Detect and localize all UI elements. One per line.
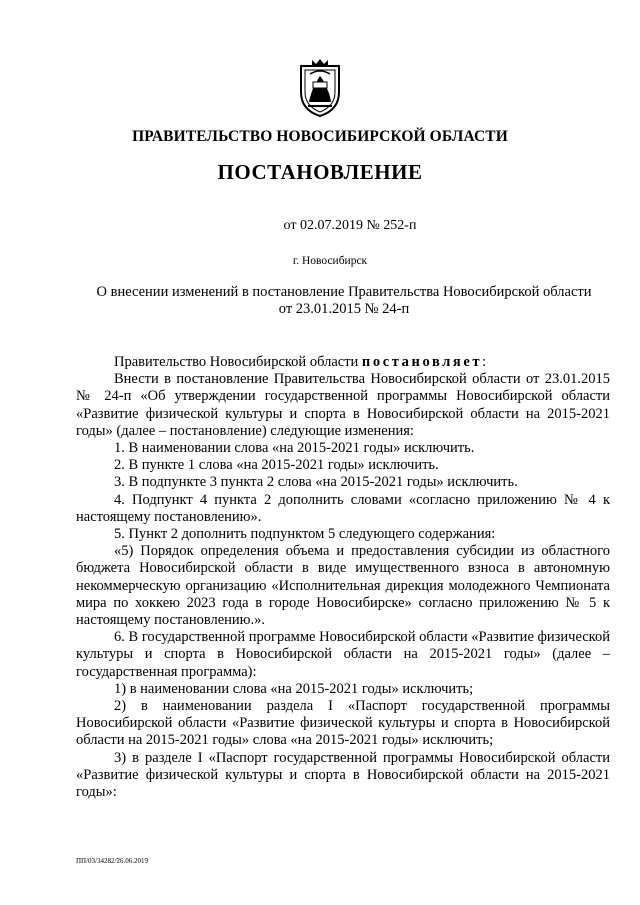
body-paragraph: 3. В подпункте 3 пункта 2 слова «на 2015-2021 годы» исключить. — [114, 474, 518, 491]
body-paragraph: 5. Пункт 2 дополнить подпунктом 5 следующего содержания: — [114, 526, 496, 543]
document-footer-code: ПП/03/34282/26.06.2019 — [76, 857, 148, 865]
body-paragraph: 4. Подпункт 4 пункта 2 дополнить словами «согласно приложению № 4 к настоящему постановлению». — [76, 491, 610, 525]
body-paragraph: 6. В государственной программе Новосибирской области «Развитие физической культуры и спорта в Новосибирской области на 2015-2021 годы» (далее – государственная программа): — [76, 629, 610, 680]
body-paragraph: «5) Порядок определения объема и предоставления субсидии из областного бюджета Новосибирской области в виде имущественного взноса в автономную некоммерческую организацию «Исполнительная дирекция молодежного Чемпионата мира по хоккею 2023 года в городе Новосибирске» согласно приложению № 5 к настоящему постановлению.». — [76, 543, 610, 629]
body-paragraph: Внести в постановление Правительства Новосибирской области от 23.01.2015 № 24-п «Об утверждении государственной программы Новосибирской области «Развитие физической культуры и спорта в Новосибирской области на 2015-2021 годы» (далее – постановление) следующие изменения: — [76, 371, 610, 439]
coat-of-arms-icon — [298, 58, 342, 118]
body-paragraph: 2) в наименовании раздела I «Паспорт государственной программы Новосибирской области «Развитие физической культуры и спорта в Новосибирской области на 2015-2021 годы» слова «на 2015-2021 годы» исключить; — [76, 698, 610, 749]
document-body — [76, 354, 610, 801]
body-paragraph: 3) в разделе I «Паспорт государственной программы Новосибирской области «Развитие физической культуры и спорта в Новосибирской области на 2015-2021 годы»: — [76, 749, 610, 801]
subject-line: от 23.01.2015 № 24-п — [278, 301, 410, 317]
subject-line: О внесении изменений в постановление Правительства Новосибирской области — [96, 284, 592, 300]
preamble-paragraph — [76, 354, 610, 371]
body-paragraph: 1. В наименовании слова «на 2015-2021 годы» исключить. — [114, 440, 475, 457]
body-paragraph: 1) в наименовании слова «на 2015-2021 годы» исключить; — [114, 680, 474, 697]
preamble-end: : — [482, 354, 487, 370]
document-date-number: от 02.07.2019 № 252-п — [283, 218, 417, 233]
document-city: г. Новосибирск — [292, 255, 368, 267]
preamble-emphasis: постановляет — [361, 354, 483, 370]
body-paragraph: 2. В пункте 1 слова «на 2015-2021 годы» исключить. — [114, 457, 439, 474]
document-subject — [64, 284, 624, 318]
organization-name: ПРАВИТЕЛЬСТВО НОВОСИБИРСКОЙ ОБЛАСТИ — [132, 128, 508, 145]
preamble-text: Правительство Новосибирской области — [114, 354, 362, 370]
document-type: ПОСТАНОВЛЕНИЕ — [217, 160, 423, 184]
